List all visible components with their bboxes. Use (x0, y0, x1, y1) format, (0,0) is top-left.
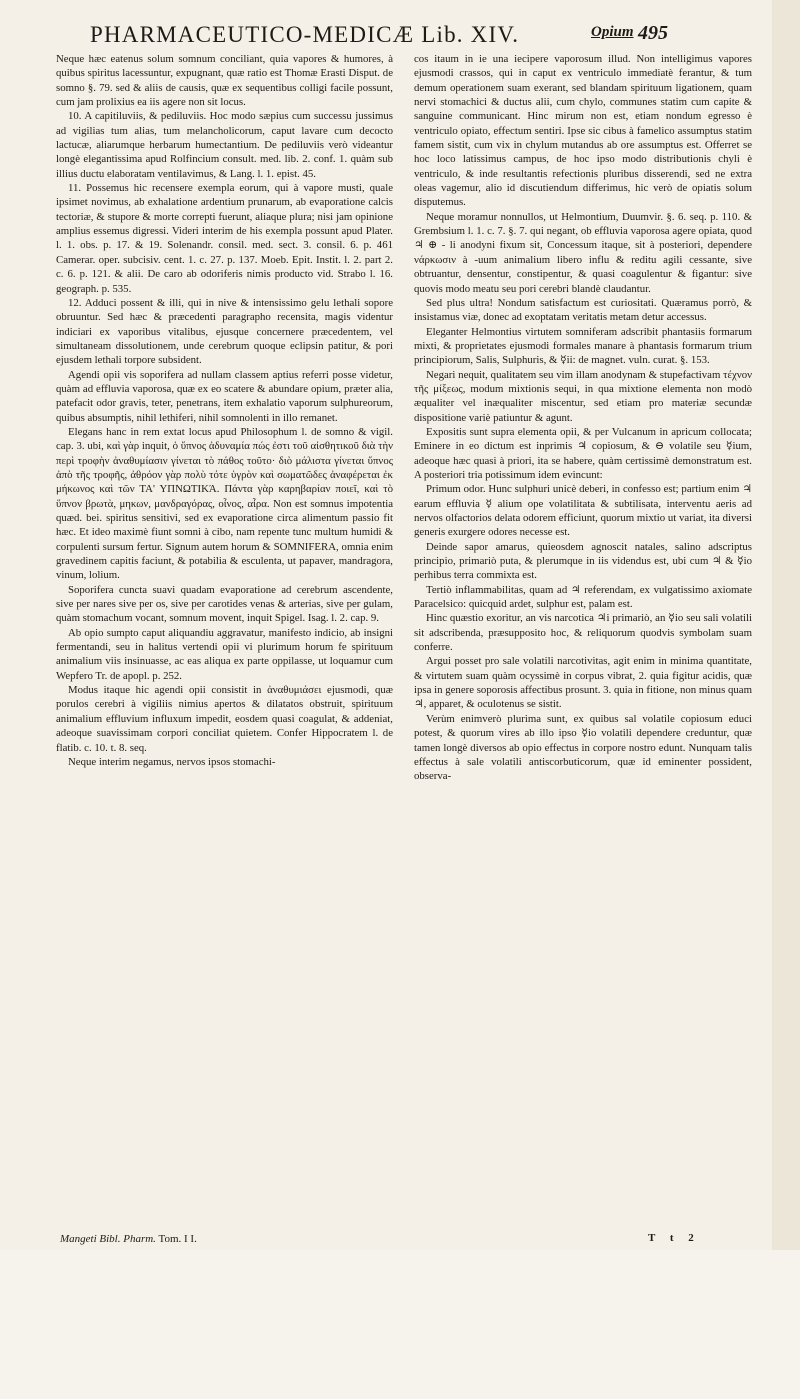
paragraph: Deinde sapor amarus, quieosdem agnoscit natales, salino adscriptus principio, primariò puta, & plerumque in iis videndus est, ubi cum ♃ & ☿io perhibus terra commixta est. (414, 540, 752, 582)
article-tag: Opium (591, 24, 634, 40)
paragraph: Elegans hanc in rem extat locus apud Philosophum l. de somno & vigil. cap. 3. ubi, καὶ γὰρ inquit, ὁ ὕπνος ἀδυναμία πώς ἐστι τοῦ αἰσθητικοῦ διὰ τὴν περὶ τροφὴν ἀναθυμίασιν γίνεται τὸ πάθος τοῦτο· διὸ μάλιστα γίνεται ὕπνος ἀπὸ τῆς τροφῆς, ἀθρόον γὰρ πολὺ τότε ὑγρὸν καὶ σωματῶδες ἀναφέρεται ἐκ μήκωνος καὶ τῶν ΤΑ' ΥΠΝΩΤΙΚΆ. Πάντα γὰρ καρηβαρίαν ποιεῖ, καὶ τὸ ὕπνον βρωτὰ, μηκων, μανδραγόρας, οἶνος, αἶρα. Non est somnus impotentia quæd. bei. spiritus sensitivi, sed ex evaporatione circa alimentum passio fit hæc. Et ideo maximè fiunt somni à cibo, nam repente tunc multum humidi & corpulenti sursum fertur. Signum autem horum & SOMNIFERA, omnia enim gravedinem capitis faciunt, & potabilia & esculenta, ut papaver, mandragora, vinum, lolium. (56, 425, 393, 582)
page-number: 495 (638, 22, 668, 44)
paragraph: 12. Adduci possent & illi, qui in nive & intensissimo gelu lethali sopore obruuntur. Sed hæc & præcedenti paragrapho recensita, magis videntur indiciari ex vaporibus vitalibus, ejusque concernere præcedentem, vel simultaneam dissolutionem, unde cerebrum quoque eclipsin patitur, & pori ejusdem lethali torpore subsident. (56, 296, 393, 367)
volume-label: Tom. I I. (158, 1233, 197, 1245)
paragraph: Sed plus ultra! Nondum satisfactum est curiositati. Quæramus porrò, & insistamus viæ, donec ad exoptatam veritatis metam detur accessus. (414, 296, 752, 324)
paragraph: Argui posset pro sale volatili narcotivitas, agit enim in minima quantitate, & virtutem suam quàm ocyssimè in corpus vibrat, 2. quia figitur acidis, quæ ipsa in genere soporosis affectibus prosunt. 3. quia in fitione, non minus quam ♃, apparet, & oculotenus se sistit. (414, 655, 752, 711)
paragraph: Expositis sunt supra elementa opii, & per Vulcanum in apricum collocata; Eminere in eo dictum est inprimis ♃ copiosum, & ⊖ volatile seu ☿ium, adeoque hæc quasi à priori, ita se habere, quàm certissimè demonstratum est. A posteriori tria potissimum idem evincunt: (414, 425, 752, 481)
paragraph: Primum odor. Hunc sulphuri unicè deberi, in confesso est; partium enim ♃ earum effluvia ☿ alium ope volatilitata & subtilisata, interventu aeris ad nervos olfactorios delata odorem efficiunt, quorum mixtio ut variat, ita diversi generis exurgere odores necesse est. (414, 483, 752, 539)
paragraph: Modus itaque hic agendi opii consistit in ἀναθυμιάσει ejusmodi, quæ porulos cerebri à vigiliis nimius apertos & dilatatos obstruit, spirituum animalium effluvium influxum impedit, eosdem quasi coagulat, & addeniat, adeoque suavissimam corpori conciliat quietem. Confer Hippocratem l. de flatib. c. 10. t. 8. seq. (56, 684, 393, 754)
paragraph: Hinc quæstio exoritur, an vis narcotica ♃i primariò, an ☿io seu sali volatili sit adscribenda, præsupposito hoc, & reliquorum quodvis symbolam suam conferre. (414, 612, 752, 654)
signature-mark: T t 2 (648, 1232, 700, 1244)
paragraph: Verùm enimverò plurima sunt, ex quibus sal volatile copiosum educi potest, & quorum vires ab illo ipso ☿io volatili dependere creduntur, quæ tamen longè diversos ab opio effectus in corpore nostro edunt. Nunquam talis effectus à sale volatili antiscorbuticorum, quæ id eminenter possident, observa- (414, 712, 752, 783)
paragraph: Tertiò inflammabilitas, quam ad ♃ referendam, ex vulgatissimo axiomate Paracelsico: quicquid ardet, sulphur est, palam est. (414, 583, 752, 611)
paragraph: cos itaum in ie una iecipere vaporosum illud. Non intelligimus vapores ejusmodi crassos, qui in caput ex ventriculo immediatè ferantur, & tum demum operationem suam exerant, sed blandam spirituum ligationem, quam nervi stomachici & ductus alii, cum chylo, communes statim cum capite & sanguine communicant. Hinc mirum non est, etiam nondum egresso è ventriculo opiato, effectum sentiri. Ipse sic cibus à famelico assumptus statim famem sistit, cum vix in chylum mutandus ab ore assumptus est. Offerret se hoc loco latissimus campus, de hoc ipso modo distributionis chyli è ventriculo, & inde resultantis refectionis pluribus disserendi, sed ne extra oleas vagemur, alio id discutiendum differimus, hic verò de opiatis solum disputemus. (414, 53, 752, 209)
bibliographic-reference: Mangeti Bibl. Pharm. (60, 1233, 156, 1245)
right-column (414, 52, 752, 784)
paragraph: Agendi opii vis soporifera ad nullam classem aptius referri posse videtur, quàm ad effluvia vaporosa, quæ ex eo scatere & abundare opium, præter alia, patefacit odor gravis, teter, penetrans, item exhalatio vaporum sulphureorum, quibus absumptis, nihil lethiferi, nihil somnolenti in illo remanet. (56, 368, 393, 424)
paragraph: 11. Possemus hic recensere exempla eorum, qui à vapore musti, quale ipsimet novimus, ab exhalatione ardentium prunarum, ab evaporatione calcis tectoriæ, & stupore & morte correpti fuerunt, aliaque plura; nisi jam opinione amplius essemus digressi. Videri interim de his exempla possunt apud Plater. l. 1. obs. p. 17. & 19. Solenandr. consil. med. sect. 3. consil. 6. p. 461 Camerar. oper. subcisiv. cent. 1. c. 27. p. 137. Moeb. Epit. Instit. l. 2. part 2. c. 6. p. 121. & alii. De caro ab odoriferis nimis producto vid. Strabo l. 16. geograph. p. 535. (56, 182, 393, 295)
left-column (56, 52, 393, 769)
paragraph: Neque moramur nonnullos, ut Helmontium, Duumvir. §. 6. seq. p. 110. & Grembsium l. 1. c. 7. §. 7. qui negant, ob effluvia vaporosa agere opiata, quod ♃ ⊕ - li anodyni fixum sit, Concessum itaque, sit à posteriori, dependere νάρκωσιν à -uum animalium libero influ & reditu agili cessante, sive obtruantur, densentur, constipentur, & quasi coagulentur & figantur: sive quovis modo meatu seu pori cerebri blandè claudantur. (414, 210, 752, 295)
page-edge (772, 0, 800, 1399)
lower-margin (0, 1250, 800, 1399)
paragraph: Ab opio sumpto caput aliquandiu aggravatur, manifesto indicio, ab insigni fermentandi, seu in halitus vertendi opii vi plurimum horum fe spirituum animalium viis insinuasse, ac eas aliqua ex parte oppilasse, ut loquamur cum Wepfero Tr. de apopl. p. 252. (56, 626, 393, 682)
paragraph: Negari nequit, qualitatem seu vim illam anodynam & stupefactivam τέχνον τῆς μίξεως, modum mixtionis sequi, in qua mixtione elementa non modò æqualiter vel inæqualiter miscentur, sed etiam pro materiæ secundæ dispositione variè patiuntur & agunt. (414, 368, 752, 424)
page-header (55, 18, 778, 54)
running-title: PHARMACEUTICO-MEDICÆ Lib. XIV. (90, 22, 520, 47)
paragraph: 10. A capitiluviis, & pediluviis. Hoc modo sæpius cum successu jussimus ad vigilias tum alias, tum melancholicorum, caput lavare cum decocto lactucæ, aliarumque herbarum humectantium. De pediluviis verò videantur longè elegantissima apud Rolfincium consult. med. lib. 2. conf. 1. quàm sub illius ductu elaboratam ventilavimus, & Lang. l. 1. epist. 45. (56, 110, 393, 180)
paragraph: Neque hæc eatenus solum somnum conciliant, quia vapores & humores, à quibus spiritus lacessuntur, expugnant, quæ ratio est Thomæ Erasti Disput. de somno §. 79. sed & aliis de causis, quæ ex sequentibus colligi facile possunt, cum jam prolixius ea iis agere non sit locus. (56, 53, 393, 109)
paragraph: Neque interim negamus, nervos ipsos stomachi- (68, 755, 276, 768)
footer-note (60, 1232, 393, 1246)
paragraph: Soporifera cuncta suavi quadam evaporatione ad cerebrum ascendente, sive per nares sive per os, sive per carotides venas & arterias, sive per gulam, quàm stomachum vocant, somnum movent, inquit Spigel. Isag. l. 2. cap. 9. (56, 583, 393, 625)
paragraph: Eleganter Helmontius virtutem somniferam adscribit phantasiis formarum mixti, & proprietates ejusmodi formales manare à phantasis formarum trium principiorum, Salis, Sulphuris, & ☿ii: de magnet. vuln. curat. §. 153. (414, 325, 752, 367)
